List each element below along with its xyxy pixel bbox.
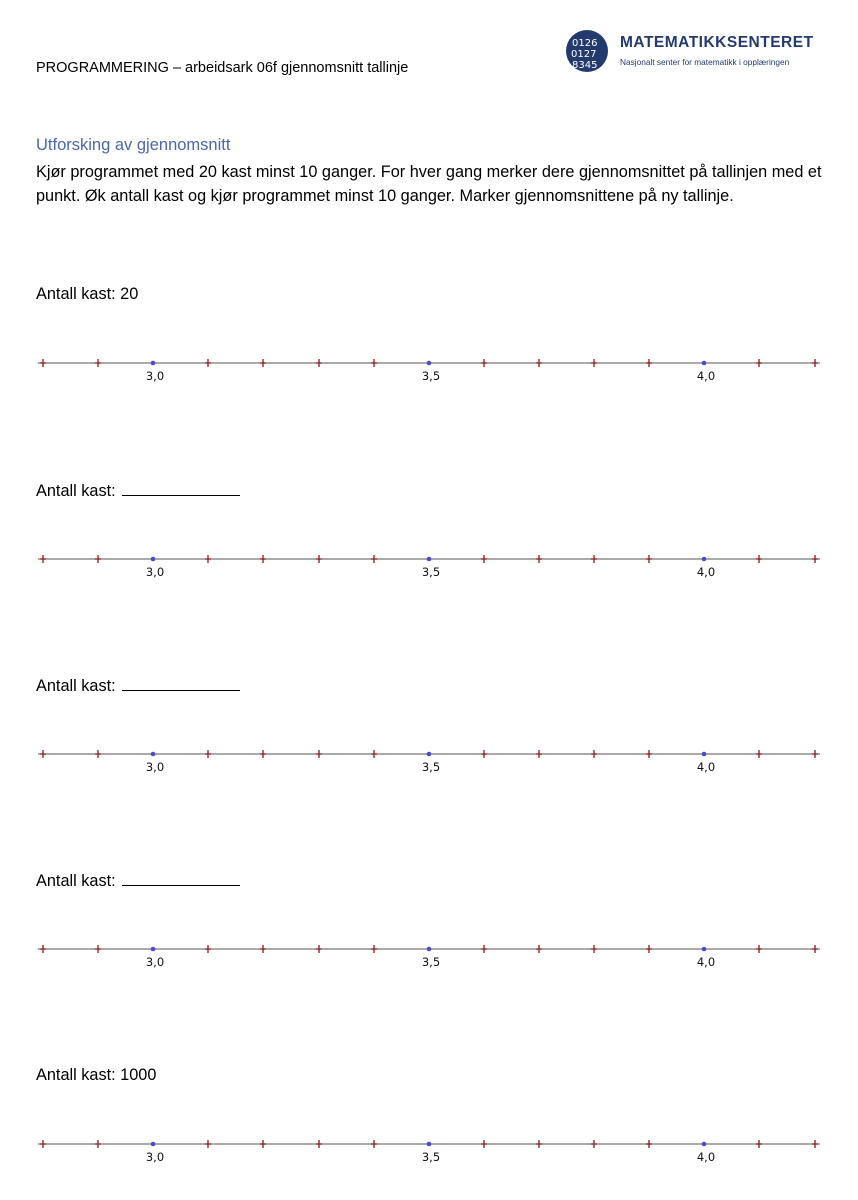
antall-kast-text: Antall kast:: [36, 1066, 116, 1084]
logo-badge-digits-bottom: 8345: [572, 60, 598, 71]
antall-kast-blank[interactable]: [122, 676, 240, 691]
number-line-tick-label: 3,0: [145, 369, 165, 383]
number-line-point: [151, 752, 156, 757]
intro-text: Kjør programmet med 20 kast minst 10 ganger. For hver gang merker dere gjennomsnittet på tallinjen med et punkt. Øk antall kast og kjør programmet minst 10 ganger. Marker gjennomsnittene på ny tallinje.: [36, 163, 822, 205]
number-line-tick-label: 4,0: [696, 955, 716, 969]
number-line: [0, 1136, 858, 1176]
number-line-tick-label: 4,0: [696, 565, 716, 579]
antall-kast-blank[interactable]: [122, 481, 240, 496]
number-line-point: [427, 947, 432, 952]
antall-kast-label: [36, 871, 240, 891]
number-line-tick-label: 4,0: [696, 1150, 716, 1164]
number-line: [0, 551, 858, 591]
number-line-tick-label: 3,5: [421, 369, 441, 383]
number-line-tick-label: 3,0: [145, 760, 165, 774]
number-line: [0, 355, 858, 395]
number-line-point: [151, 361, 156, 366]
antall-kast-value: 1000: [120, 1066, 157, 1084]
number-line: [0, 941, 858, 981]
number-line-point: [702, 557, 707, 562]
number-line-point: [427, 752, 432, 757]
section-heading: Utforsking av gjennomsnitt: [36, 136, 231, 154]
page-header-title: PROGRAMMERING – arbeidsark 06f gjennomsnitt tallinje: [36, 60, 409, 76]
number-line-tick-label: 3,5: [421, 1150, 441, 1164]
antall-kast-label: [36, 481, 240, 501]
number-line-tick-label: 3,5: [421, 565, 441, 579]
number-line-tick-label: 3,0: [145, 565, 165, 579]
number-line-tick-label: 3,0: [145, 1150, 165, 1164]
antall-kast-text: Antall kast:: [36, 482, 116, 500]
antall-kast-label: [36, 1066, 156, 1085]
number-line-point: [151, 947, 156, 952]
number-line-point: [427, 557, 432, 562]
logo-badge-icon: [566, 30, 608, 72]
number-line-point: [702, 361, 707, 366]
logo-badge-digits-top: 0126: [572, 38, 598, 49]
number-line-point: [427, 1142, 432, 1147]
antall-kast-text: Antall kast:: [36, 872, 116, 890]
antall-kast-text: Antall kast:: [36, 677, 116, 695]
number-line-tick-label: 3,5: [421, 955, 441, 969]
antall-kast-blank[interactable]: [122, 871, 240, 886]
number-line-tick-label: 4,0: [696, 369, 716, 383]
number-line-point: [151, 557, 156, 562]
logo-tagline: Nasjonalt senter for matematikk i opplæringen: [620, 57, 790, 67]
antall-kast-text: Antall kast:: [36, 285, 116, 303]
matematikksenteret-logo: [566, 28, 836, 78]
number-line-tick-label: 3,0: [145, 955, 165, 969]
number-line-point: [702, 1142, 707, 1147]
logo-name: MATEMATIKKSENTERET: [620, 34, 814, 51]
number-line-tick-label: 4,0: [696, 760, 716, 774]
antall-kast-label: [36, 285, 138, 304]
number-line-point: [151, 1142, 156, 1147]
number-line-tick-label: 3,5: [421, 760, 441, 774]
number-line-point: [702, 752, 707, 757]
number-line-point: [702, 947, 707, 952]
logo-badge-digits-mid: 0127: [571, 49, 597, 60]
number-line-point: [427, 361, 432, 366]
antall-kast-label: [36, 676, 240, 696]
number-line: [0, 746, 858, 786]
antall-kast-value: 20: [120, 285, 139, 303]
